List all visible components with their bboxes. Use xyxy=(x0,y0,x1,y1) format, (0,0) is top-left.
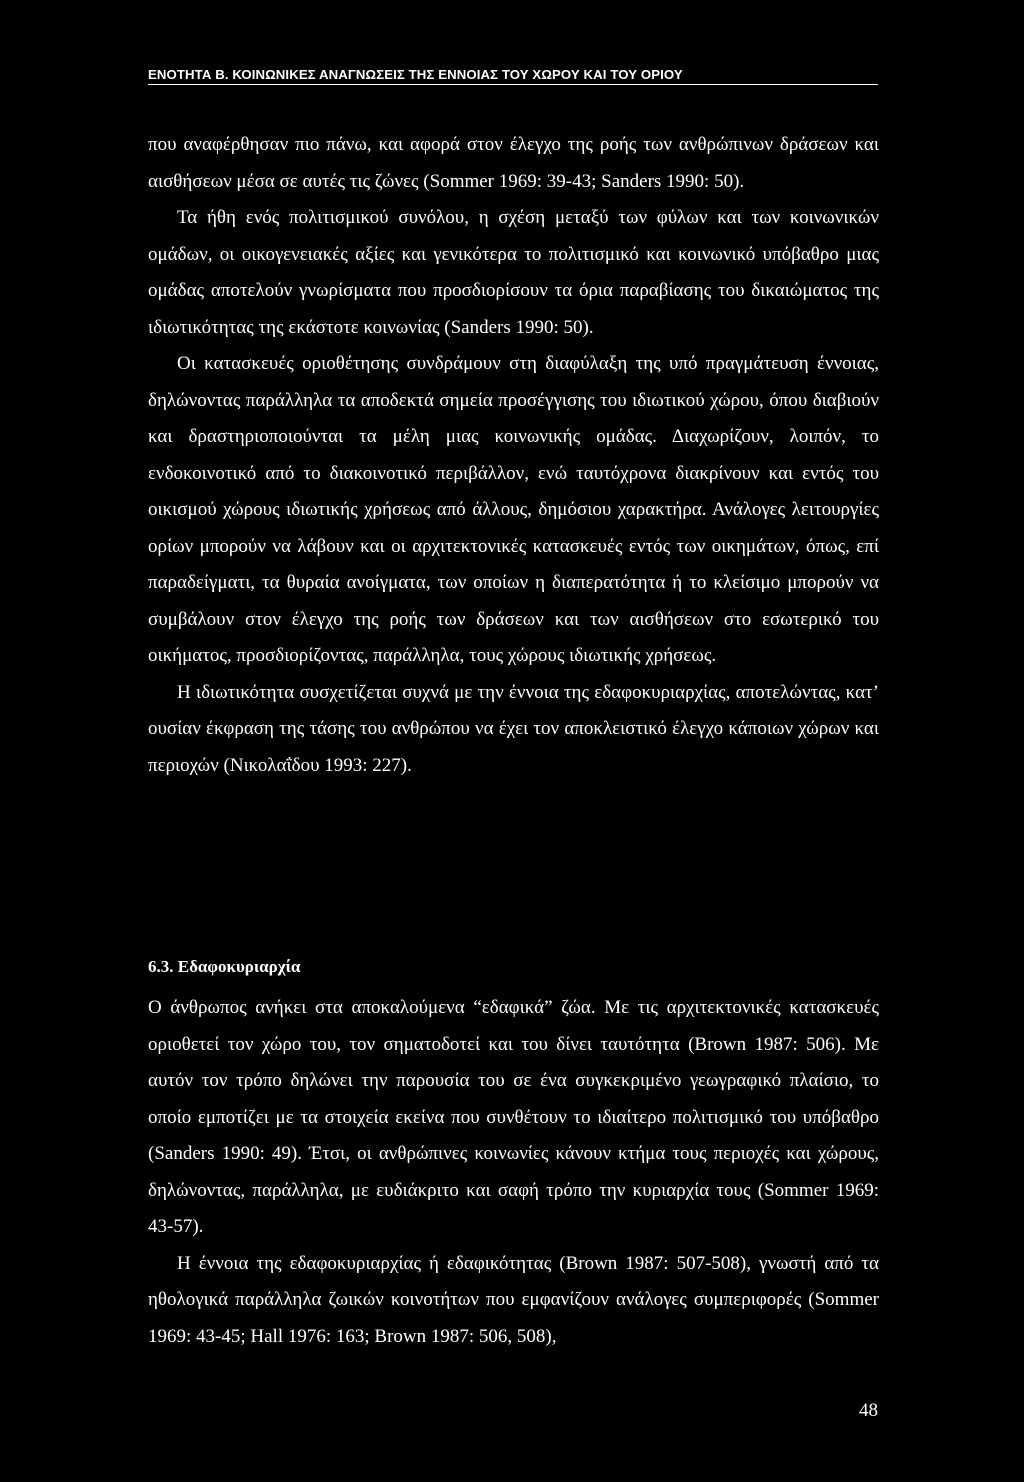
section-text xyxy=(148,990,879,1355)
running-header: ΕΝΟΤΗΤΑ Β. ΚΟΙΝΩΝΙΚΕΣ ΑΝΑΓΝΩΣΕΙΣ ΤΗΣ ΕΝΝΟΙΑΣ ΤΟΥ ΧΩΡΟΥ ΚΑΙ ΤΟΥ ΟΡΙΟΥ xyxy=(148,67,683,82)
paragraph-1: που αναφέρθησαν πιο πάνω, και αφορά στον έλεγχο της ροής των ανθρώπινων δράσεων και αισθήσεων μέσα σε αυτές τις ζώνες (Sommer 1969: 39-43; Sanders 1990: 50). xyxy=(148,134,879,192)
section-paragraph-1: Ο άνθρωπος ανήκει στα αποκαλούμενα “εδαφικά” ζώα. Με τις αρχιτεκτονικές κατασκευές οριοθετεί τον χώρο του, τον σηματοδοτεί και του δίνει ταυτότητα (Brown 1987: 506). Με αυτόν τον τρόπο δηλώνει την παρουσία του σε ένα συγκεκριμένο γεωγραφικό πλαίσιο, το οποίο εμποτίζει με τα στοιχεία εκείνα που συνθέτουν το ιδιαίτερο πολιτισμικό του υπόβαθρο (Sanders 1990: 49). Έτσι, οι ανθρώπινες κοινωνίες κάνουν κτήμα τους περιοχές και χώρους, δηλώνοντας, παράλληλα, με ευδιάκριτο και σαφή τρόπο την κυριαρχία τους (Sommer 1969: 43-57). xyxy=(148,997,879,1237)
page-number: 48 xyxy=(859,1400,878,1421)
paragraph-2: Τα ήθη ενός πολιτισμικού συνόλου, η σχέση μεταξύ των φύλων και των κοινωνικών ομάδων, οι οικογενειακές αξίες και γενικότερα το πολιτισμικό και κοινωνικό υπόβαθρο μιας ομάδας αποτελούν γνωρίσματα που προσδιορίσουν τα όρια παραβίασης του δικαιώματος της ιδιωτικότητας της εκάστοτε κοινωνίας (Sanders 1990: 50). xyxy=(148,207,879,338)
section-paragraph-2: Η έννοια της εδαφοκυριαρχίας ή εδαφικότητας (Brown 1987: 507-508), γνωστή από τα ηθολογικά παράλληλα ζωικών κοινοτήτων που εμφανίζουν ανάλογες συμπεριφορές (Sommer 1969: 43-45; Hall 1976: 163; Brown 1987: 506, 508), xyxy=(148,1252,879,1347)
section-heading: 6.3. Εδαφοκυριαρχία xyxy=(148,957,301,976)
paragraph-4: Η ιδιωτικότητα συσχετίζεται συχνά με την έννοια της εδαφοκυριαρχίας, αποτελώντας, κατ’ ουσίαν έκφραση της τάσης του ανθρώπου να έχει τον αποκλειστικό έλεγχο κάποιων χώρων και περιοχών (Νικολαΐδου 1993: 227). xyxy=(148,681,879,776)
paragraph-3: Οι κατασκευές οριοθέτησης συνδράμουν στη διαφύλαξη της υπό πραγμάτευση έννοιας, δηλώνοντας παράλληλα τα αποδεκτά σημεία προσέγγισης του ιδιωτικού χώρου, όπου διαβιούν και δραστηριοποιούνται τα μέλη μιας κοινωνικής ομάδας. Διαχωρίζουν, λοιπόν, το ενδοκοινοτικό από το διακοινοτικό περιβάλλον, ενώ ταυτόχρονα διακρίνουν και εντός του οικισμού χώρους ιδιωτικής χρήσεως από άλλους, δημόσιου χαρακτήρα. Ανάλογες λειτουργίες ορίων μπορούν να λάβουν και οι αρχιτεκτονικές κατασκευές εντός των οικημάτων, όπως, επί παραδείγματι, τα θυραία ανοίγματα, των οποίων η διαπερατότητα ή το κλείσιμο μπορούν να συμβάλουν στον έλεγχο της ροής των δράσεων και των αισθήσεων στο εσωτερικό του οικήματος, προσδιορίζοντας, παράλληλα, τους χώρους ιδιωτικής χρήσεως. xyxy=(148,353,879,666)
body-text xyxy=(148,127,879,784)
header-rule xyxy=(148,84,878,85)
